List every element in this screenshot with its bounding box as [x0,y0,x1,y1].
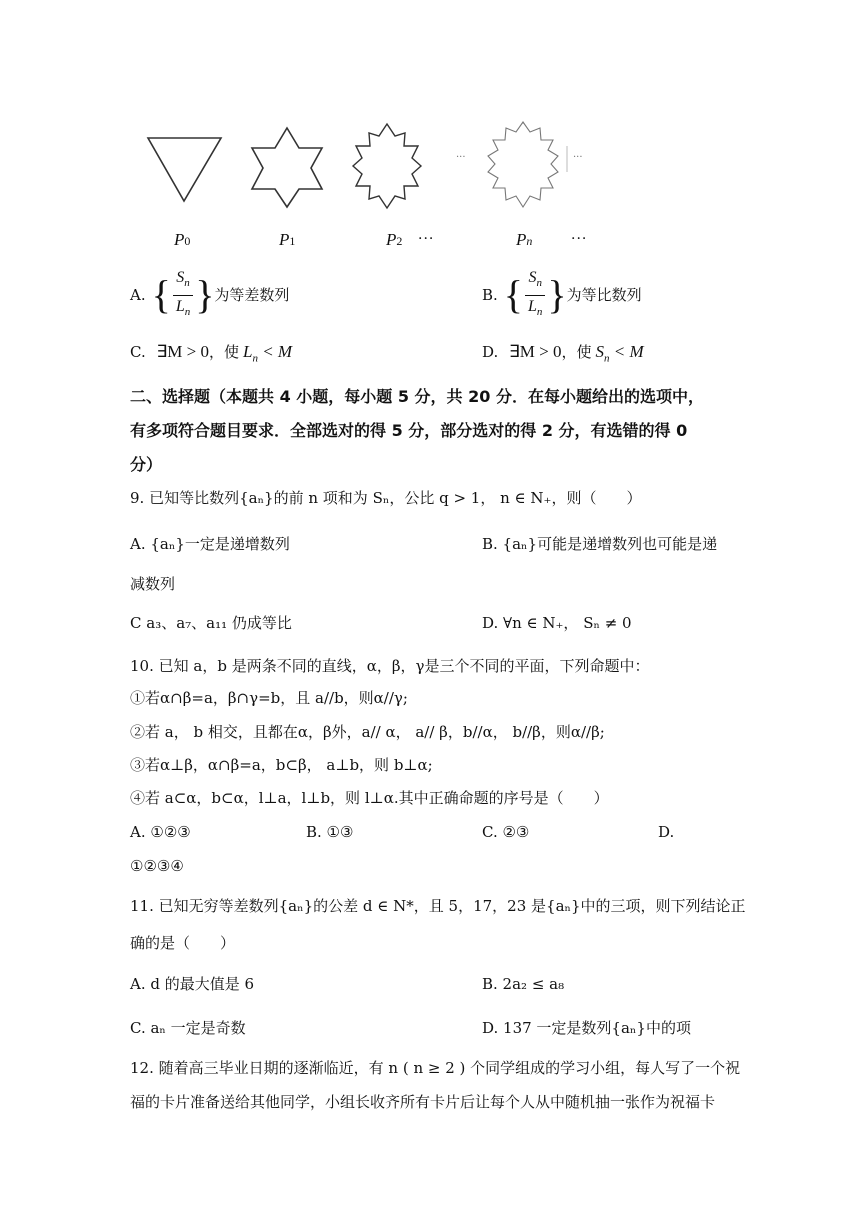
q8-a-text: 为等差数列 [214,286,290,304]
q10-statement-1: ①若α∩β=a，β∩γ=b，且 a//b，则α//γ; [130,689,408,707]
q8-a-den: L [175,297,185,315]
q8-c-math2-sub: n [252,352,258,365]
q10-stem: 10. 已知 a，b 是两条不同的直线，α，β，γ是三个不同的平面，下列命题中： [130,657,650,675]
q11-option-d: D. 137 一定是数列{aₙ}中的项 [482,1019,691,1037]
q11-stem-cont: 确的是（ ） [130,934,236,952]
ellipsis-2: ··· [571,231,588,247]
q11-option-c: C. aₙ 一定是奇数 [130,1019,246,1037]
q8-b-num: S [528,269,537,287]
koch-p2 [353,124,421,208]
q8-d-text: ，使 [561,343,592,361]
q8-d-math2-a: S [595,342,605,361]
label-p1-sub: 1 [289,234,296,248]
koch-pn [488,122,558,207]
q9-stem: 9. 已知等比数列{aₙ}的前 n 项和为 Sₙ，公比 q > 1， n ∈ N₊，则（ ） [130,489,642,507]
label-p1 [279,230,295,250]
q8-b-den: L [528,297,537,315]
section-2-heading-line1: 二、选择题（本题共 4 小题，每小题 5 分，共 20 分．在每小题给出的选项中， [130,387,704,406]
label-p0-sub: 0 [184,234,191,248]
q9-option-b: B. {aₙ}可能是递增数列也可能是递 [482,535,718,553]
q8-b-den-sub: n [536,305,543,318]
label-p2 [386,230,402,250]
q10-option-d: D. [658,823,675,841]
q8-b-prefix: B. [482,286,498,304]
hexagram-p1 [252,128,322,207]
label-p0 [174,230,190,250]
q8-c-math1: ∃M > 0 [156,342,209,361]
q8-option-a [130,269,290,318]
q8-b-text: 为等比数列 [566,286,642,304]
ellipsis-1: ··· [418,231,435,247]
small-dots-2: ··· [573,152,583,163]
label-pn [516,230,532,250]
q8-a-den-sub: n [184,305,191,318]
snowflake-figure [0,0,860,260]
label-pn-sub: n [526,234,533,248]
q8-d-math2-sub: n [604,352,610,365]
q10-option-c: C. ②③ [482,823,530,841]
q10-option-b: B. ①③ [306,823,354,841]
q9-option-a: A. {aₙ}一定是递增数列 [130,535,290,553]
q8-option-c [130,342,292,368]
q9-option-d: D. ∀n ∈ N₊， Sₙ ≠ 0 [482,614,632,632]
q8-d-math1: ∃M > 0 [509,342,562,361]
small-dots-1: ··· [456,152,466,163]
q8-a-num: S [176,269,185,287]
q12-line-2: 福的卡片准备送给其他同学，小组长收齐所有卡片后让每个人从中随机抽一张作为祝福卡 [130,1093,716,1111]
triangle-p0 [148,138,221,201]
q8-option-d [482,342,644,368]
q8-b-num-sub: n [536,277,542,290]
q9-option-b-cont: 减数列 [130,575,176,593]
q8-c-math2-b: < M [257,342,293,361]
q11-option-b: B. 2a₂ ≤ a₈ [482,975,565,993]
section-2-heading-line3: 分） [130,455,163,474]
section-2-heading-line2: 有多项符合题目要求．全部选对的得 5 分，部分选对的得 2 分，有选错的得 0 [130,421,688,440]
q10-statement-2: ②若 a， b 相交，且都在α，β外，a// α， a// β，b//α， b//β，则α//β; [130,723,605,741]
q8-b-fraction: { $\frac{S_n}{L_n}$ } [503,269,567,318]
section-2-heading [130,382,730,480]
q10-option-a: A. ①②③ [130,823,191,841]
q8-c-prefix: C. [130,343,146,361]
q12-line-1: 12. 随着高三毕业日期的逐渐临近，有 n ( n ≥ 2 ) 个同学组成的学习小组，每人写了一个祝 [130,1059,741,1077]
q8-option-b [482,269,642,318]
label-p1-letter: P [279,230,290,249]
q8-c-math2-a: L [242,342,253,361]
q8-a-fraction: { $\frac{S_n}{L_n}$ } [151,269,215,318]
q8-d-math2-b: < M [609,342,644,361]
q8-a-prefix: A. [130,286,146,304]
q8-c-text: ，使 [208,343,239,361]
q11-option-a: A. d 的最大值是 6 [130,975,255,993]
q9-option-c: C a₃、a₇、a₁₁ 仍成等比 [130,614,292,632]
label-pn-letter: P [516,230,527,249]
label-p0-letter: P [174,230,185,249]
q10-option-d-cont: ①②③④ [130,857,184,875]
q8-a-num-sub: n [184,277,190,290]
q8-d-prefix: D. [482,343,499,361]
label-p2-sub: 2 [396,234,403,248]
label-p2-letter: P [386,230,397,249]
q10-statement-4: ④若 a⊂α，b⊂α，l⊥a，l⊥b，则 l⊥α.其中正确命题的序号是（ ） [130,789,609,807]
q11-stem: 11. 已知无穷等差数列{aₙ}的公差 d ∈ N*，且 5，17，23 是{aₙ}中的三项，则下列结论正 [130,897,746,915]
q10-statement-3: ③若α⊥β，α∩β=a，b⊂β， a⊥b，则 b⊥α; [130,756,433,774]
